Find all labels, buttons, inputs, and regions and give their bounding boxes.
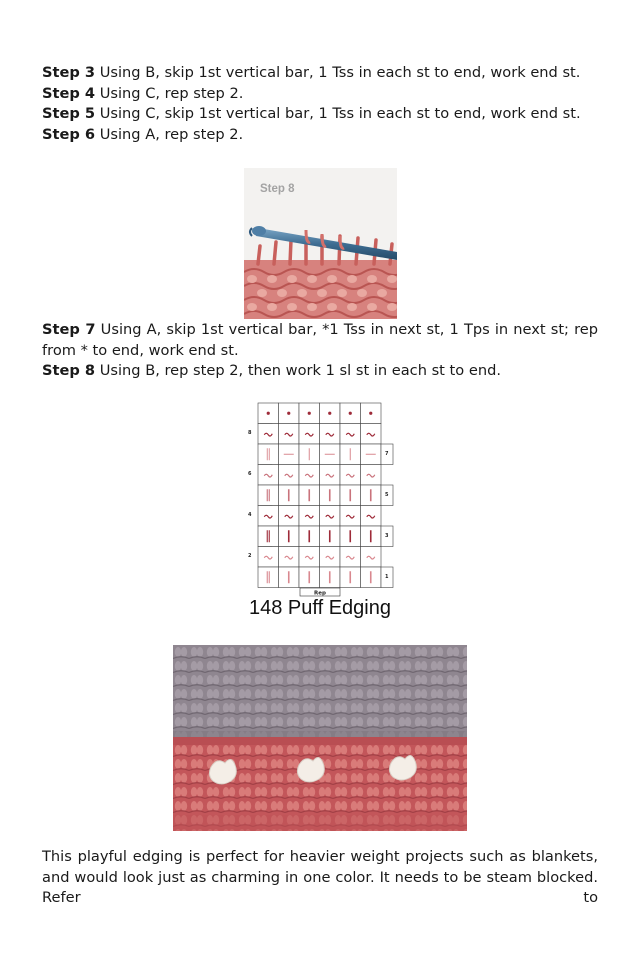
chart-left-labels xyxy=(248,430,252,559)
chart-right-labels xyxy=(385,451,389,580)
rep-label: Rep xyxy=(314,590,326,597)
chart-cell xyxy=(340,465,361,486)
step-4 xyxy=(42,84,598,105)
chart-cell xyxy=(258,547,279,568)
chart-cell xyxy=(279,424,300,445)
step-label: Step 4 xyxy=(42,84,96,102)
step-8-photo xyxy=(244,168,397,319)
row-label: 4 xyxy=(248,512,252,518)
chart-cell xyxy=(279,547,300,568)
chart-cell xyxy=(258,567,279,588)
chart-cell xyxy=(279,506,300,527)
chart-cell xyxy=(299,506,320,527)
chart-cell xyxy=(258,465,279,486)
chart-cell xyxy=(258,424,279,445)
chart-cell xyxy=(258,526,279,547)
chart-dot xyxy=(369,412,372,415)
chart-cell xyxy=(258,485,279,506)
chart-dot xyxy=(308,412,311,415)
chart-dot xyxy=(287,412,290,415)
chart-cell xyxy=(299,465,320,486)
step-label: Step 5 xyxy=(42,105,96,122)
chart-cell xyxy=(340,506,361,527)
chart-cell xyxy=(340,547,361,568)
step-text: Using B, rep step 2, then work 1 sl st in each st to end. xyxy=(95,362,501,379)
steps-list-top xyxy=(42,63,598,145)
chart-cell xyxy=(320,424,341,445)
chart-cell xyxy=(361,547,382,568)
stitch-chart xyxy=(244,402,396,598)
step-text: Using B, skip 1st vertical bar, 1 Tss in each st to end, work end st. xyxy=(95,64,581,81)
step-text: Using C, rep step 2. xyxy=(95,84,244,102)
steps-list-bottom xyxy=(42,320,598,382)
chart-cell xyxy=(361,424,382,445)
chart-cell xyxy=(361,465,382,486)
row-label: 7 xyxy=(385,451,389,457)
chart-cell xyxy=(299,424,320,445)
row-label: 8 xyxy=(248,430,252,436)
row-label: 5 xyxy=(385,492,389,498)
chart-grid xyxy=(258,403,393,588)
step-label: Step 6 xyxy=(42,125,96,143)
row-label: 3 xyxy=(385,533,389,539)
step-6 xyxy=(42,125,598,146)
row-label: 1 xyxy=(385,574,389,580)
chart-dot xyxy=(349,412,352,415)
step-label: Step 3 xyxy=(42,64,96,81)
pattern-caption: 148 Puff Edging xyxy=(249,597,391,619)
chart-cell xyxy=(320,506,341,527)
step-label: Step 7 xyxy=(42,321,96,338)
chart-cell xyxy=(320,465,341,486)
chart-cell xyxy=(320,547,341,568)
chart-cell xyxy=(258,444,279,465)
chart-cell xyxy=(258,506,279,527)
step-7 xyxy=(42,320,598,361)
step-3 xyxy=(42,63,598,84)
row-label: 2 xyxy=(248,553,252,559)
chart-cell xyxy=(361,506,382,527)
chart-cell xyxy=(279,465,300,486)
step-5 xyxy=(42,104,598,125)
step-label: Step 8 xyxy=(42,362,96,379)
puff-edging-photo xyxy=(173,645,467,831)
chart-cell xyxy=(299,547,320,568)
step-text: Using A, skip 1st vertical bar, *1 Tss in next st, 1 Tps in next st; rep from * to end, work end st. xyxy=(42,321,598,359)
chart-dot xyxy=(328,412,331,415)
description-paragraph: This playful edging is perfect for heavier weight projects such as blankets, and would look just as charming in one color. It needs to be steam blocked. Refer to xyxy=(42,848,598,906)
chart-cell xyxy=(340,424,361,445)
row-label: 6 xyxy=(248,471,252,477)
step-text: Using A, rep step 2. xyxy=(95,125,244,143)
step-8 xyxy=(42,361,598,382)
step-text: Using C, skip 1st vertical bar, 1 Tss in each st to end, work end st. xyxy=(95,105,581,122)
photo-step-label: Step 8 xyxy=(260,183,295,195)
chart-dot xyxy=(267,412,270,415)
